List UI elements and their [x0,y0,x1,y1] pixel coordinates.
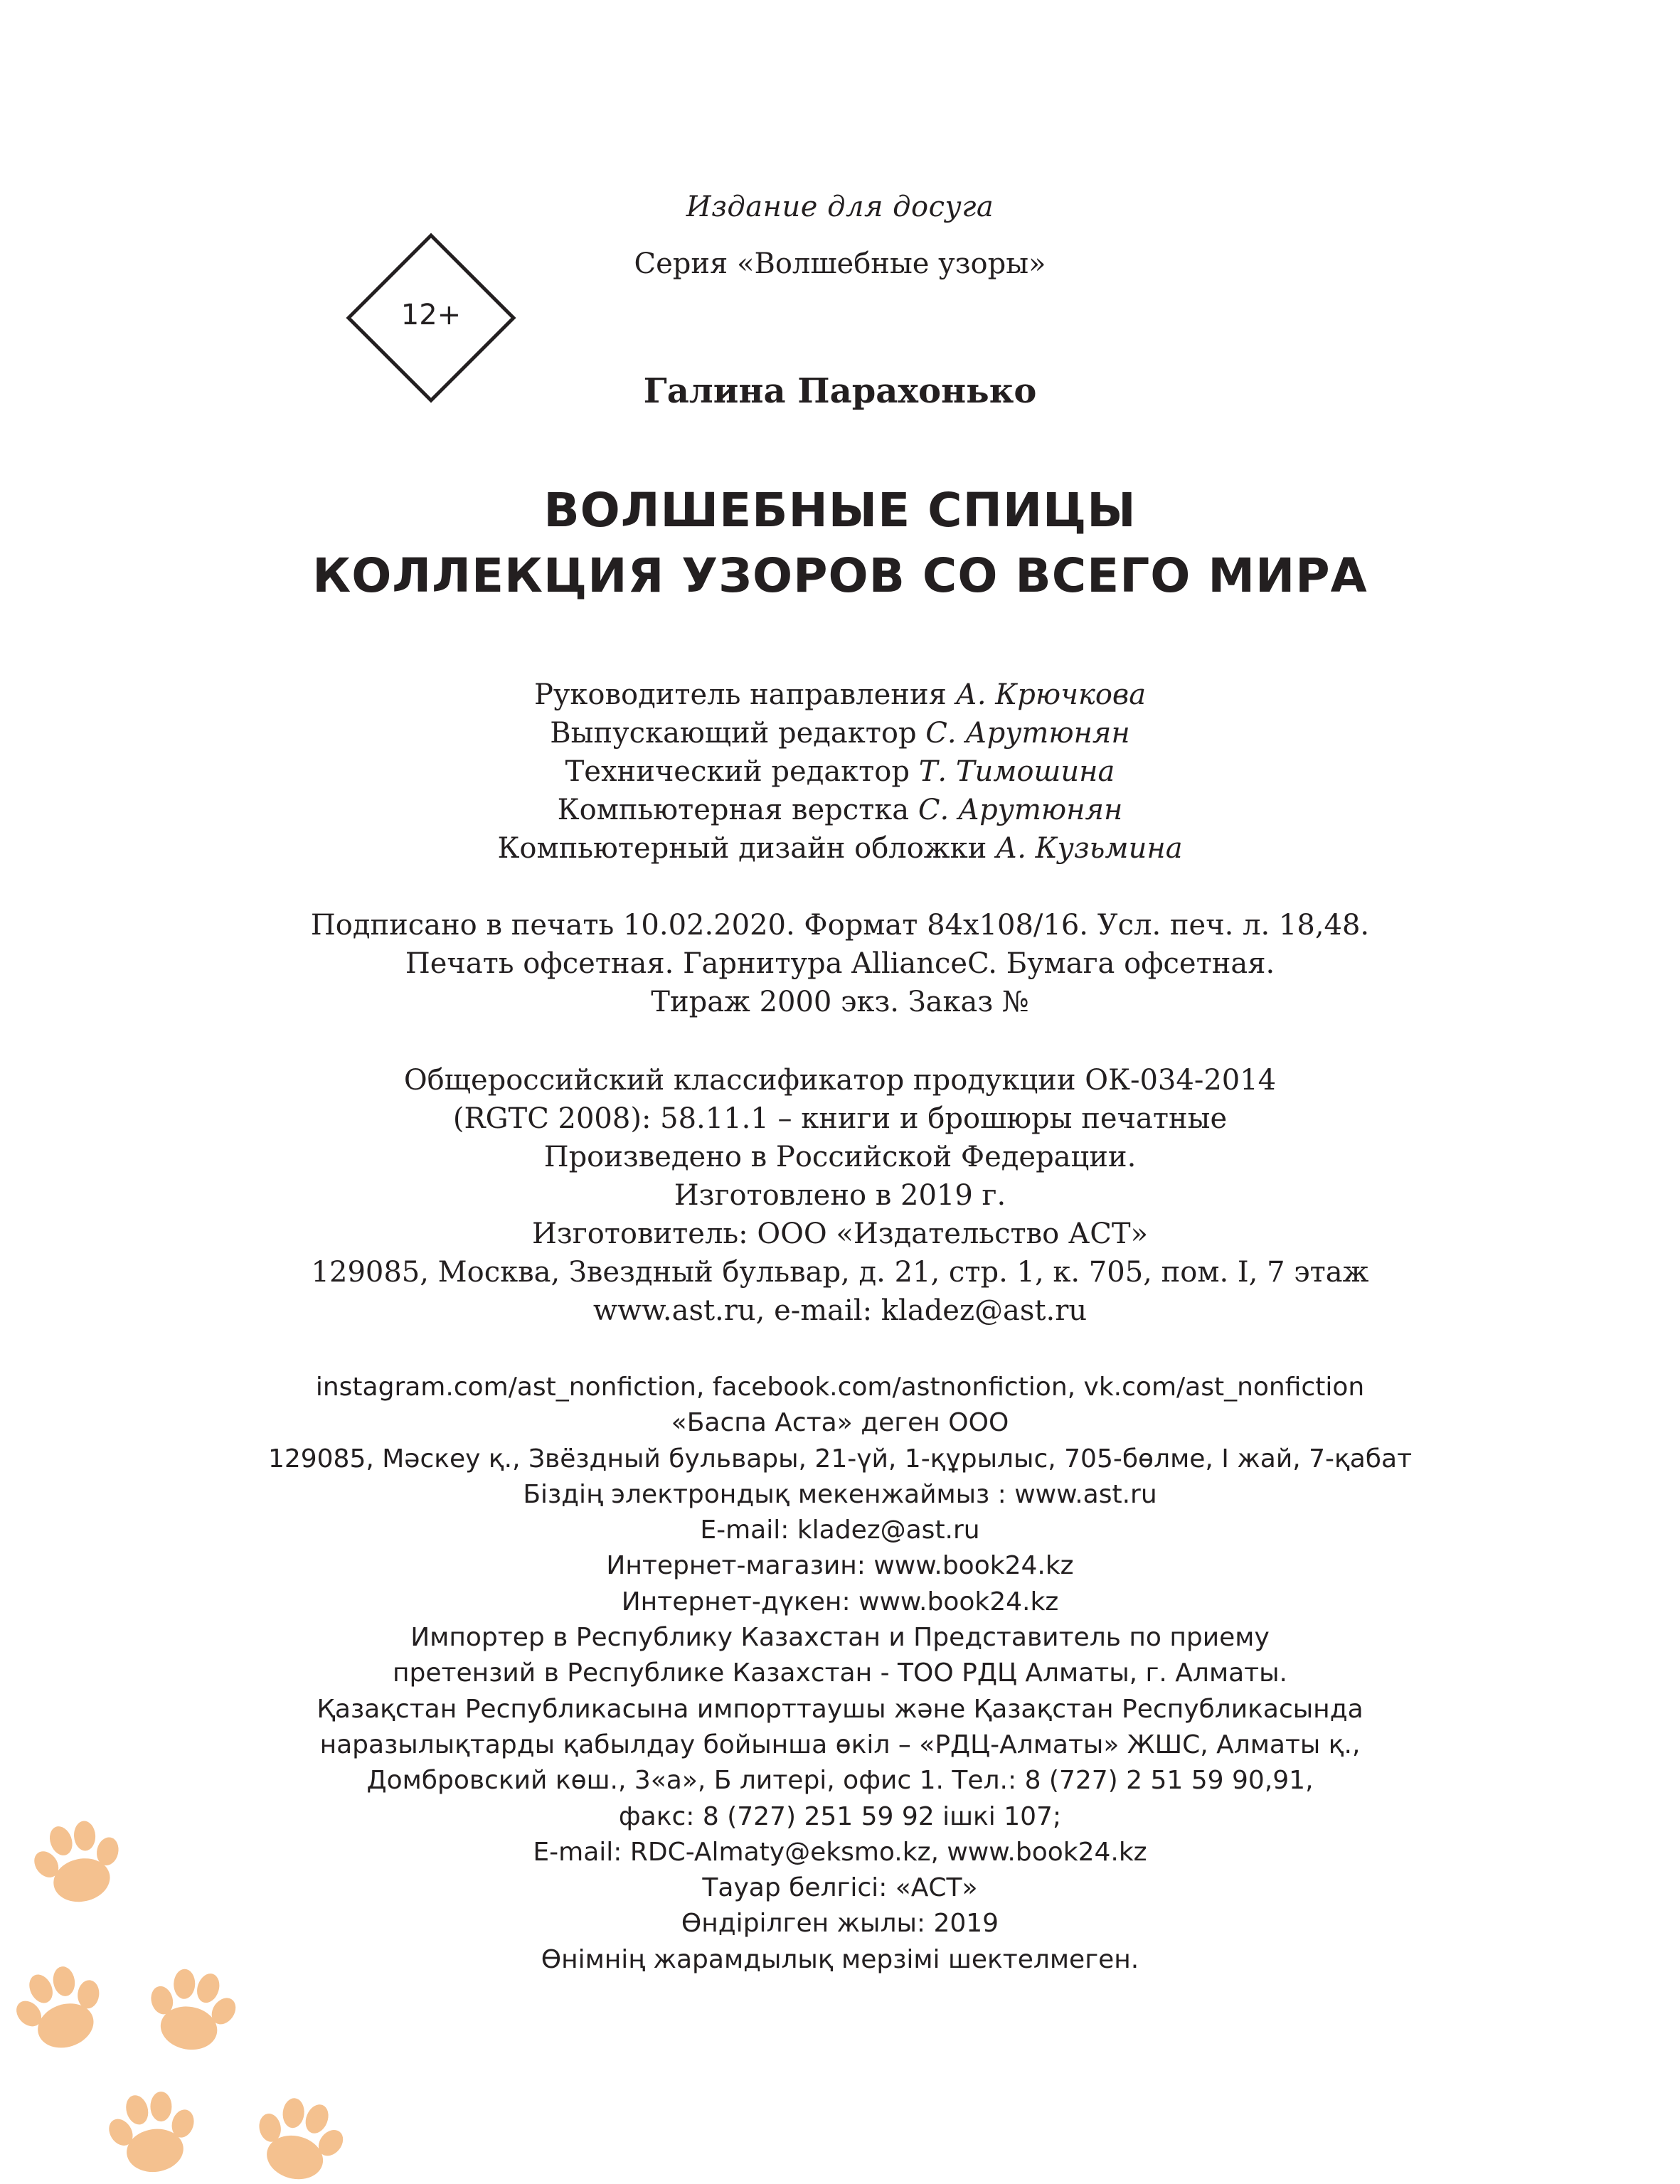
classification-line: Изготовитель: ООО «Издательство АСТ» [532,1218,1148,1250]
credit-line [0,676,1680,714]
credit-line [0,791,1680,829]
credit-person: А. Крючкова [955,678,1147,711]
classification-line: www.ast.ru, e-mail: kladez@ast.ru [592,1294,1088,1327]
credit-role: Компьютерный дизайн обложки [497,832,987,865]
classification-line: (RGTC 2008): 58.11.1 – книги и брошюры печатные [452,1102,1228,1135]
kazakhstan-info-block [0,1370,1680,1978]
classification-line: Изготовлено в 2019 г. [674,1179,1006,1212]
credit-role: Компьютерная верстка [557,794,910,826]
print-info-line: Печать офсетная. Гарнитура AllianceC. Бумага офсетная. [405,947,1275,980]
kz-info-line: Өнімнің жарамдылық мерзімі шектелмеген. [541,1944,1139,1974]
classification-line: Общероссийский классификатор продукции ОК-034-2014 [403,1064,1277,1097]
edition-type: Издание для досуга [686,191,994,223]
kz-info-line: E-mail: kladez@ast.ru [700,1516,980,1545]
paw-print-icon [244,2089,354,2184]
credit-role: Выпускающий редактор [550,717,917,750]
series-name: Серия «Волшебные узоры» [634,247,1046,280]
kz-info-line: «Баспа Аста» деген ООО [671,1408,1009,1438]
credit-role: Руководитель направления [533,678,947,711]
classification-line: 129085, Москва, Звездный бульвар, д. 21, стр. 1, к. 705, пом. I, 7 этаж [311,1256,1369,1289]
print-info-line: Тираж 2000 экз. Заказ № [651,986,1029,1018]
credit-person: Т. Тимошина [918,755,1115,788]
credit-line [0,714,1680,752]
print-info-line: Подписано в печать 10.02.2020. Формат 84х108/16. Усл. печ. л. 18,48. [310,909,1370,942]
kz-info-line: наразылықтарды қабылдау бойынша өкіл – «РДЦ-Алматы» ЖШС, Алматы қ., [319,1730,1361,1759]
title-line: КОЛЛЕКЦИЯ УЗОРОВ СО ВСЕГО МИРА [312,548,1368,603]
kz-info-line: факс: 8 (727) 251 59 92 ішкі 107; [618,1801,1062,1831]
kz-info-line: претензий в Республике Казахстан - ТОО РДЦ Алматы, г. Алматы. [393,1658,1287,1688]
kz-info-line: instagram.com/ast_nonfiction, facebook.com/astnonfiction, vk.com/ast_nonfiction [315,1373,1365,1402]
kz-info-line: Өндірілген жылы: 2019 [681,1909,999,1939]
kz-info-line: Импортер в Республику Казахстан и Представитель по приему [410,1623,1270,1653]
kz-info-line: Тауар белгісі: «АСТ» [702,1873,978,1903]
kz-info-line: E-mail: RDC-Almaty@eksmo.kz, www.book24.kz [533,1837,1147,1867]
print-info-block [0,906,1680,1021]
title-line: ВОЛШЕБНЫЕ СПИЦЫ [543,483,1137,538]
kz-info-line: 129085, Мәскеу қ., Звёздный бульвары, 21-үй, 1-құрылыс, 705-бөлме, I жай, 7-қабат [267,1444,1413,1474]
credit-line [0,829,1680,868]
kz-info-line: Интернет-магазин: www.book24.kz [606,1551,1074,1581]
kz-info-line: Біздің электрондық мекенжаймыз : www.ast.ru [523,1479,1157,1509]
kz-info-line: Интернет-дүкен: www.book24.kz [621,1587,1059,1616]
age-rating-label: 12+ [400,299,462,331]
credit-person: С. Арутюнян [925,717,1130,750]
classification-line: Произведено в Российской Федерации. [543,1141,1137,1173]
credit-person: А. Кузьмина [995,832,1183,865]
author-name: Галина Парахонько [643,371,1037,411]
book-title [0,478,1680,609]
paw-print-icon [100,2086,205,2178]
credit-person: С. Арутюнян [918,794,1123,826]
kz-info-line: Домбровский көш., 3«а», Б литері, офис 1. Тел.: 8 (727) 2 51 59 90,91, [366,1766,1314,1796]
kz-info-line: Қазақстан Республикасына импорттаушы және Қазақстан Республикасында [317,1694,1363,1724]
credit-line [0,752,1680,791]
credit-role: Технический редактор [565,755,910,788]
credits-block [0,676,1680,868]
classification-block [0,1061,1680,1330]
